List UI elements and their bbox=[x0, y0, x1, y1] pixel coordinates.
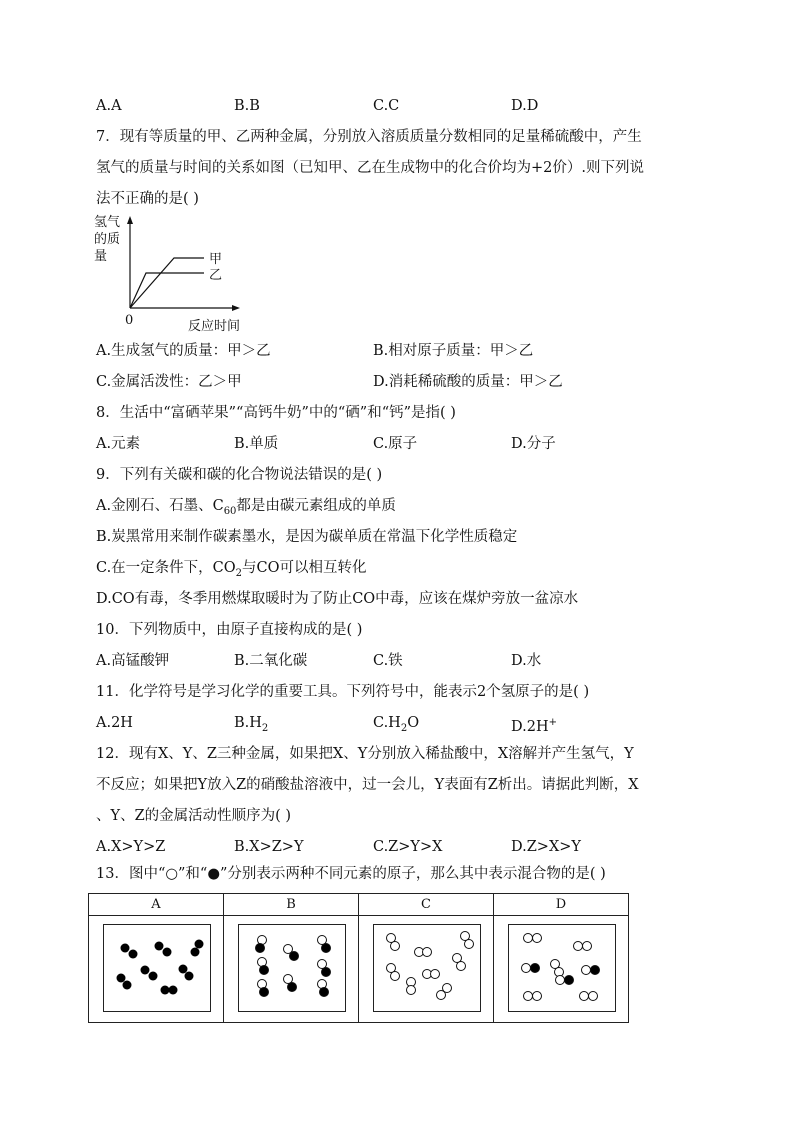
q12-option-b: B.X>Z>Y bbox=[234, 839, 304, 855]
hollow-atom bbox=[465, 940, 474, 949]
q7-option-b: B.相对原子质量：甲＞乙 bbox=[373, 343, 534, 359]
q7-option-d: D.消耗稀硫酸的质量：甲＞乙 bbox=[373, 374, 563, 390]
filled-atom bbox=[149, 972, 158, 981]
q7-stem-line3: 法不正确的是( ) bbox=[96, 191, 199, 207]
q9-option-c: C.在一定条件下，$CO_2$与CO可以相互转化 bbox=[96, 560, 367, 579]
graph-y-label-1: 氢气 bbox=[94, 215, 121, 230]
q9-option-b: B.炭黑常用来制作碳素墨水，是因为碳单质在常温下化学性质稳定 bbox=[96, 529, 518, 545]
filled-atom bbox=[290, 952, 299, 961]
filled-atom bbox=[155, 942, 164, 951]
q10-option-c: C.铁 bbox=[373, 653, 403, 669]
q13-header-b: B bbox=[224, 894, 359, 916]
q11-stem: 11．化学符号是学习化学的重要工具。下列符号中，能表示2个氢原子的是( ) bbox=[96, 684, 590, 700]
q11-option-c: $C.H_2O$ bbox=[373, 715, 420, 734]
q11-option-b: $B.H_2$ bbox=[234, 715, 269, 734]
filled-atom bbox=[195, 940, 204, 949]
filled-atom bbox=[565, 976, 574, 985]
hollow-atom bbox=[556, 976, 565, 985]
q13-diagram-a bbox=[103, 924, 211, 1012]
hollow-atom bbox=[574, 942, 583, 951]
q13-header-d: D bbox=[494, 894, 629, 916]
q13-diagram-b bbox=[238, 924, 346, 1012]
q9-option-d: D.CO有毒，冬季用燃煤取暖时为了防止CO中毒，应该在煤炉旁放一盆凉水 bbox=[96, 591, 579, 607]
graph-y-label-2: 的质 bbox=[94, 232, 121, 247]
q12-stem-line3: 、Y、Z的金属活动性顺序为( ) bbox=[96, 808, 292, 824]
q7-graph bbox=[92, 212, 262, 334]
q6-option-a: A.A bbox=[96, 98, 122, 114]
q12-option-c: C.Z>Y>X bbox=[373, 839, 443, 855]
hollow-atom bbox=[524, 992, 533, 1001]
q13-molecule-table bbox=[88, 893, 629, 1023]
q6-option-b: B.B bbox=[234, 98, 260, 114]
hollow-atom bbox=[423, 948, 432, 957]
q10-option-d: D.水 bbox=[511, 653, 542, 669]
q11-option-a: A.2H bbox=[96, 715, 133, 731]
hollow-atom bbox=[522, 964, 531, 973]
q12-stem-line2: 不反应；如果把Y放入Z的硝酸盐溶液中，过一会儿，Y表面有Z析出。请据此判断，X bbox=[96, 777, 639, 793]
hollow-atom bbox=[582, 966, 591, 975]
hollow-atom bbox=[583, 942, 592, 951]
hollow-atom bbox=[589, 992, 598, 1001]
hollow-atom bbox=[533, 934, 542, 943]
q11-option-d: D.2H+ bbox=[511, 717, 557, 735]
graph-y-arrow bbox=[127, 216, 133, 224]
q9-option-a: A.金刚石、石墨、$C_{60}$都是由碳元素组成的单质 bbox=[96, 498, 396, 517]
filled-atom bbox=[260, 988, 269, 997]
q7-stem-line2: 氢气的质量与时间的关系如图（已知甲、乙在生成物中的化合价均为+2价）.则下列说 bbox=[96, 160, 644, 176]
q6-option-c: C.C bbox=[373, 98, 400, 114]
q12-stem-line1: 12．现有X、Y、Z三种金属，如果把X、Y分别放入稀盐酸中，X溶解并产生氢气，Y bbox=[96, 746, 634, 762]
hollow-atom bbox=[431, 970, 440, 979]
filled-atom bbox=[191, 948, 200, 957]
filled-atom bbox=[322, 968, 331, 977]
q10-option-a: A.高锰酸钾 bbox=[96, 653, 170, 669]
filled-atom bbox=[322, 944, 331, 953]
diagram-a-border bbox=[104, 925, 211, 1012]
q13-header-a: A bbox=[89, 894, 224, 916]
filled-atom bbox=[169, 986, 178, 995]
filled-atom bbox=[256, 944, 265, 953]
filled-atom bbox=[179, 965, 188, 974]
hollow-atom bbox=[391, 942, 400, 951]
q8-option-d: D.分子 bbox=[511, 436, 556, 452]
graph-x-arrow bbox=[232, 305, 240, 311]
diagram-b-border bbox=[239, 925, 346, 1012]
q10-stem: 10．下列物质中，由原子直接构成的是( ) bbox=[96, 622, 363, 638]
graph-origin-label: 0 bbox=[125, 313, 134, 328]
q7-option-c: C.金属活泼性：乙＞甲 bbox=[96, 374, 242, 390]
hollow-atom bbox=[407, 986, 416, 995]
hollow-atom bbox=[437, 991, 446, 1000]
q6-option-d: D.D bbox=[511, 98, 539, 114]
q8-stem: 8．生活中“富硒苹果”“高钙牛奶”中的“硒”和“钙”是指( ) bbox=[96, 405, 456, 421]
hollow-atom bbox=[457, 962, 466, 971]
graph-y-label-3: 量 bbox=[94, 249, 108, 264]
hollow-atom bbox=[533, 992, 542, 1001]
q13-diagram-d bbox=[508, 924, 616, 1012]
q8-option-b: B.单质 bbox=[234, 436, 279, 452]
filled-atom bbox=[141, 966, 150, 975]
hollow-atom bbox=[391, 972, 400, 981]
filled-atom bbox=[260, 966, 269, 975]
filled-atom bbox=[117, 974, 126, 983]
q9-stem: 9．下列有关碳和碳的化合物说法错误的是( ) bbox=[96, 467, 383, 483]
filled-atom bbox=[320, 988, 329, 997]
q13-stem: 13．图中“○”和“●”分别表示两种不同元素的原子，那么其中表示混合物的是( ) bbox=[96, 866, 606, 882]
q13-header-c: C bbox=[359, 894, 494, 916]
q7-option-a: A.生成氢气的质量：甲＞乙 bbox=[96, 343, 271, 359]
q8-option-a: A.元素 bbox=[96, 436, 141, 452]
q12-option-d: D.Z>X>Y bbox=[511, 839, 581, 855]
filled-atom bbox=[161, 986, 170, 995]
filled-atom bbox=[163, 948, 172, 957]
q8-option-c: C.原子 bbox=[373, 436, 418, 452]
graph-series-jia-label: 甲 bbox=[209, 252, 223, 267]
filled-atom bbox=[288, 983, 297, 992]
graph-series-yi-label: 乙 bbox=[209, 268, 223, 283]
hollow-atom bbox=[524, 934, 533, 943]
filled-atom bbox=[123, 981, 132, 990]
q10-option-b: B.二氧化碳 bbox=[234, 653, 308, 669]
graph-line-yi bbox=[130, 273, 204, 308]
filled-atom bbox=[185, 972, 194, 981]
filled-atom bbox=[531, 964, 540, 973]
hollow-atom bbox=[580, 992, 589, 1001]
q13-diagram-c bbox=[373, 924, 481, 1012]
filled-atom bbox=[129, 950, 138, 959]
q7-stem-line1: 7．现有等质量的甲、乙两种金属，分别放入溶质质量分数相同的足量稀硫酸中，产生 bbox=[96, 129, 642, 145]
filled-atom bbox=[591, 966, 600, 975]
graph-x-label: 反应时间 bbox=[188, 319, 241, 334]
filled-atom bbox=[121, 944, 130, 953]
q12-option-a: A.X>Y>Z bbox=[96, 839, 166, 855]
